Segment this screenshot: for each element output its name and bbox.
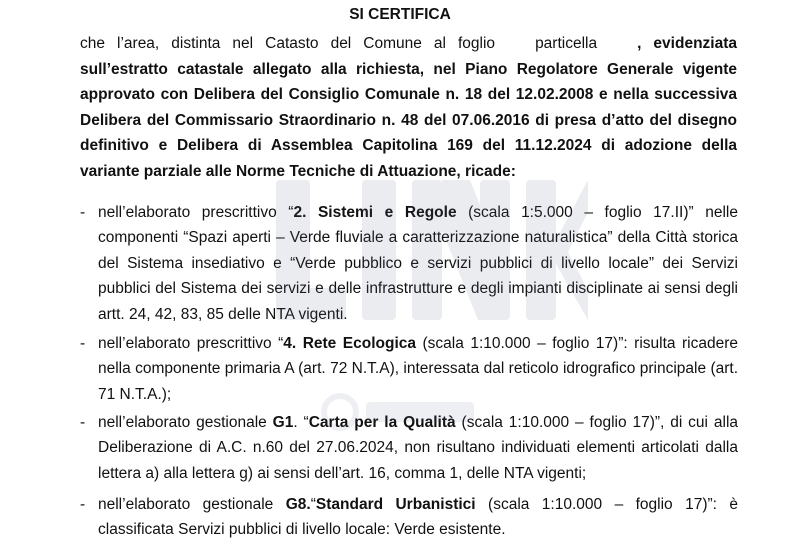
item-text-post: (scala 1:10.000 – foglio 17)”, di cui alla Deliberazione di A.C. n.60 del 27.06.2024, non risultano individuati elementi articolati dalla lettera a) alla lettera g) ai sensi dell’art. 16, comma 1, delle NTA vigenti; xyxy=(98,414,739,482)
item-text-bold: 4. Rete Ecologica xyxy=(283,335,416,352)
item-text-bold: 2. Sistemi e Regole xyxy=(293,204,457,221)
item-text-mid: . “ xyxy=(293,414,309,431)
list-bullet: - xyxy=(80,335,86,352)
item-text-bold-2: Standard Urbanistici xyxy=(315,496,476,513)
item-text-bold-2: Carta per la Qualità xyxy=(308,414,456,431)
intro-part-1: che l’area, distinta nel Catasto del Comune al foglio xyxy=(80,35,496,52)
list-item-text xyxy=(98,492,738,543)
intro-part-3: , evidenziata sull’estratto catastale allegato alla richiesta, nel Piano Regolatore Generale vigente approvato con Delibera del Consiglio Comunale n. 18 del 12.02.2008 e nella successiva Delibera del Commissario Straordinario n. 48 del 07.06.2016 di presa d’atto del disegno definitivo e Delibera di Assemblea Capitolina 169 del 11.12.2024 di adozione della variante parziale alle Norme Tecniche di Attuazione, ricade: xyxy=(80,35,737,180)
list-bullet: - xyxy=(80,414,86,431)
item-text-bold: G8. xyxy=(285,496,311,513)
item-text-pre: nell’elaborato prescrittivo “ xyxy=(98,204,294,221)
item-text-post: (scala 1:10.000 – foglio 17)”: risulta ricadere nella componente primaria A (art. 72 N.T.A), interessata dal reticolo idrografico principale (art. 71 N.T.A.); xyxy=(98,335,738,403)
item-text-bold: G1 xyxy=(272,414,294,431)
item-text-pre: nell’elaborato gestionale xyxy=(98,414,273,431)
document-heading: SI CERTIFICA xyxy=(349,6,451,23)
intro-part-2: particella xyxy=(535,35,598,52)
item-text-post: (scala 1:5.000 – foglio 17.II)” nelle componenti “Spazi aperti – Verde fluviale a caratterizzazione naturalistica” della Città storica del Sistema insediativo e “Verde pubblico e servizi pubblici di livello locale” dei Servizi pubblici del Sistema dei servizi e delle infrastrutture e degli impianti disciplinate ai sensi degli artt. 24, 42, 83, 85 delle NTA vigenti. xyxy=(98,204,738,323)
list-bullet: - xyxy=(80,496,86,513)
list-item-text xyxy=(98,410,738,486)
item-text-pre: nell’elaborato prescrittivo “ xyxy=(98,335,284,352)
item-text-mid: “ xyxy=(310,496,316,513)
item-text-pre: nell’elaborato gestionale xyxy=(98,496,286,513)
list-item-text xyxy=(98,331,738,407)
list-bullet: - xyxy=(80,204,86,221)
list-item-text xyxy=(98,200,738,327)
item-text-post: (scala 1:10.000 – foglio 17)”: è classificata Servizi pubblici di livello locale: Verde esistente. xyxy=(98,496,739,539)
